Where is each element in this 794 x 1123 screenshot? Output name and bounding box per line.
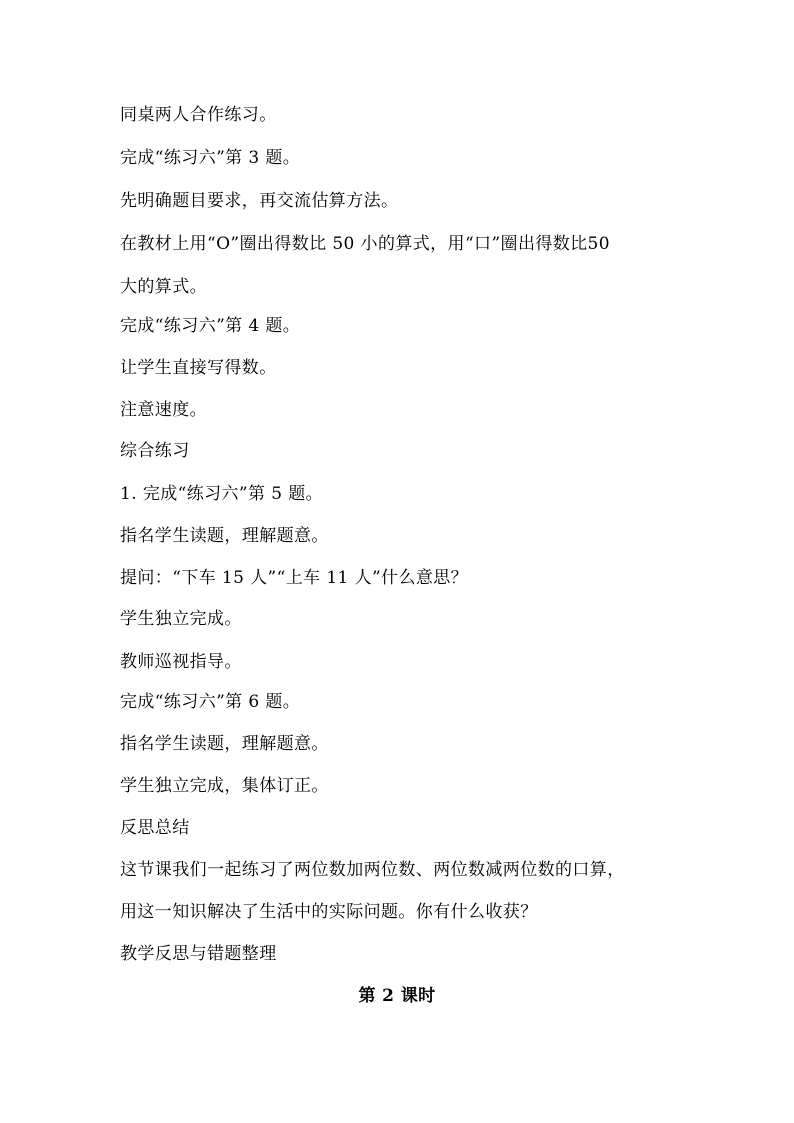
paragraph: 大的算式。 <box>120 277 207 297</box>
section-label-reflection-summary: 反思总结 <box>120 818 190 838</box>
paragraph: 学生独立完成，集体订正。 <box>120 776 329 796</box>
paragraph: 提问：“下车 15 人”“上车 11 人”什么意思？ <box>120 568 469 588</box>
paragraph: 用这一知识解决了生活中的实际问题。你有什么收获？ <box>120 902 538 922</box>
section-label-teaching-reflection: 教学反思与错题整理 <box>120 944 277 964</box>
paragraph: 在教材上用“O”圈出得数比 50 小的算式，用“口”圈出得数比50 <box>120 234 610 254</box>
paragraph: 先明确题目要求，再交流估算方法。 <box>120 191 399 211</box>
paragraph: 完成“练习六”第 3 题。 <box>120 148 301 168</box>
paragraph: 学生独立完成。 <box>120 609 242 629</box>
paragraph: 教师巡视指导。 <box>120 652 242 672</box>
lesson-heading: 第 2 课时 <box>358 986 436 1006</box>
paragraph: 完成“练习六”第 4 题。 <box>120 316 301 336</box>
paragraph: 指名学生读题，理解题意。 <box>120 526 329 546</box>
paragraph: 注意速度。 <box>120 400 207 420</box>
paragraph: 让学生直接写得数。 <box>120 358 277 378</box>
paragraph: 这节课我们一起练习了两位数加两位数、两位数减两位数的口算， <box>120 860 625 880</box>
section-label-comprehensive-practice: 综合练习 <box>120 441 190 461</box>
paragraph: 完成“练习六”第 6 题。 <box>120 692 301 712</box>
paragraph: 指名学生读题，理解题意。 <box>120 734 329 754</box>
paragraph: 1. 完成“练习六”第 5 题。 <box>120 484 324 504</box>
paragraph: 同桌两人合作练习。 <box>120 105 277 125</box>
